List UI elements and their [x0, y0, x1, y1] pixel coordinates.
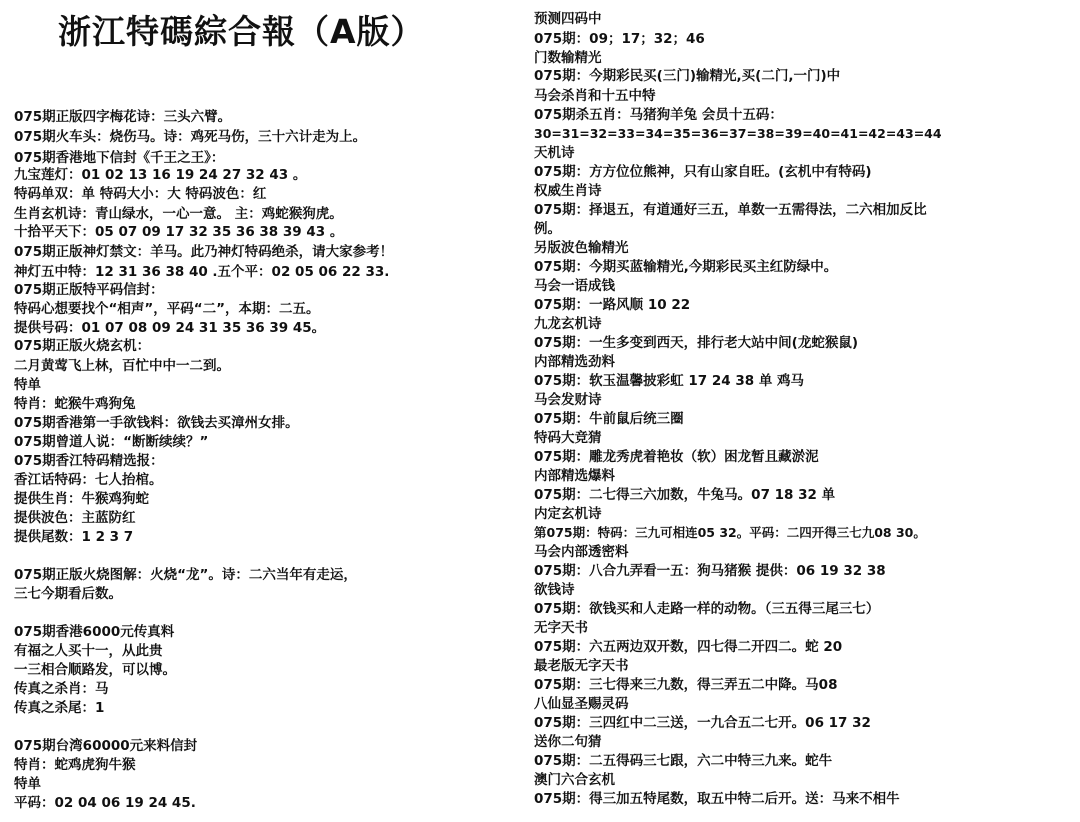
- text-line: 三七今期看后数。: [14, 586, 122, 602]
- text-line: 传真之杀肖：马: [14, 681, 109, 697]
- text-line: 075期香港6000元传真料: [14, 624, 175, 640]
- text-line: 香江话特码：七人抬棺。: [14, 472, 163, 488]
- text-line: 075期：软玉温馨披彩虹 17 24 38 单 鸡马: [534, 373, 805, 389]
- text-line: 权威生肖诗: [534, 183, 602, 199]
- text-line: 第075期：特码：三九可相连05 32。平码：二四开得三七九08 30。: [534, 525, 926, 540]
- text-line: 特码单双：单 特码大小：大 特码波色：红: [14, 186, 267, 202]
- text-line: 提供号码：01 07 08 09 24 31 35 36 39 45。: [14, 320, 326, 336]
- text-line: 另版波色输精光: [534, 240, 629, 256]
- text-line: 传真之杀尾：1: [14, 700, 105, 716]
- text-line: 075期：今期买蓝输精光,今期彩民买主红防绿中。: [534, 259, 838, 275]
- text-line: 马会发财诗: [534, 392, 602, 408]
- text-line: 075期：三七得来三九数，得三弄五二中降。马08: [534, 677, 838, 693]
- text-line: 075期：三四红中二三送，一九合五二七开。06 17 32: [534, 715, 871, 731]
- text-line: 无字天书: [534, 620, 588, 636]
- text-line: 075期香港地下信封《千王之王》：: [14, 150, 225, 166]
- text-line: 欲钱诗: [534, 582, 575, 598]
- text-line: 075期正版火烧图解：火烧“龙”。诗：二六当年有走运，: [14, 567, 357, 583]
- text-line: 075期曾道人说：“断断续续？”: [14, 434, 209, 450]
- text-line: 内部精选劲料: [534, 354, 615, 370]
- text-line: 预测四码中: [534, 11, 602, 27]
- text-line: 075期正版火烧玄机：: [14, 338, 151, 354]
- text-line: 特码心想要找个“相声”，平码“二”，本期：二五。: [14, 301, 320, 317]
- text-line: 最老版无字天书: [534, 658, 629, 674]
- text-line: 内部精选爆料: [534, 468, 615, 484]
- text-line: 例。: [534, 221, 561, 237]
- text-line: 075期：今期彩民买(三门)输精光,买(二门,一门)中: [534, 68, 841, 84]
- text-line: 075期：欲钱买和人走路一样的动物。（三五得三尾三七）: [534, 601, 880, 617]
- page-title: 浙江特碼綜合報（A版）: [58, 12, 425, 51]
- text-line: 九龙玄机诗: [534, 316, 602, 332]
- text-line: 075期：六五两边双开数，四七得二开四二。蛇 20: [534, 639, 843, 655]
- text-line: 30=31=32=33=34=35=36=37=38=39=40=41=42=43=44: [534, 126, 942, 141]
- text-line: 075期：二七得三六加数，牛兔马。07 18 32 单: [534, 487, 836, 503]
- text-line: 075期：一路风顺 10 22: [534, 297, 691, 313]
- text-line: 075期香港第一手欲钱料：欲钱去买漳州女排。: [14, 415, 299, 431]
- text-line: 提供尾数：1 2 3 7: [14, 529, 134, 545]
- text-line: 天机诗: [534, 145, 575, 161]
- text-line: 075期：牛前鼠后统三圈: [534, 411, 684, 427]
- text-line: 特码大竞猜: [534, 430, 602, 446]
- text-line: 075期：二五得码三七跟，六二中特三九来。蛇牛: [534, 753, 833, 769]
- text-line: 075期：择退五，有道通好三五，单数一五需得法，二六相加反比: [534, 202, 927, 218]
- text-line: 提供波色：主蓝防红: [14, 510, 136, 526]
- text-line: 有福之人买十一，从此贵: [14, 643, 163, 659]
- text-line: 075期：八合九弄看一五：狗马猪猴 提供：06 19 32 38: [534, 563, 886, 579]
- text-line: 075期：09；17；32；46: [534, 31, 705, 47]
- text-line: 八仙显圣赐灵码: [534, 696, 629, 712]
- text-line: 特单: [14, 776, 41, 792]
- text-line: 平码：02 04 06 19 24 45.: [14, 795, 196, 811]
- text-line: 075期正版四字梅花诗：三头六臂。: [14, 109, 232, 125]
- text-line: 内定玄机诗: [534, 506, 602, 522]
- text-line: 九宝莲灯：01 02 13 16 19 24 27 32 43 。: [14, 167, 307, 183]
- text-line: 075期杀五肖：马猪狗羊兔 会员十五码：: [534, 107, 783, 123]
- text-line: 075期香江特码精选报：: [14, 453, 164, 469]
- text-line: 075期：方方位位熊神，只有山家自旺。(玄机中有特码): [534, 164, 872, 180]
- text-line: 十拾平天下：05 07 09 17 32 35 36 38 39 43 。: [14, 224, 344, 240]
- text-line: 075期正版神灯禁文：羊马。此乃神灯特码绝杀，请大家参考！: [14, 244, 394, 260]
- text-line: 澳门六合玄机: [534, 772, 615, 788]
- text-line: 075期：得三加五特尾数，取五中特二后开。送：马来不相牛: [534, 791, 900, 807]
- text-line: 特肖：蛇鸡虎狗牛猴: [14, 757, 136, 773]
- text-line: 送你二句猜: [534, 734, 602, 750]
- text-line: 075期火车头：烧伤马。诗：鸡死马伤，三十六计走为上。: [14, 129, 367, 145]
- text-line: 生肖玄机诗：青山绿水，一心一意。 主：鸡蛇猴狗虎。: [14, 206, 343, 222]
- text-line: 门数输精光: [534, 50, 602, 66]
- text-line: 075期正版特平码信封：: [14, 282, 164, 298]
- text-line: 一三相合顺路发，可以博。: [14, 662, 176, 678]
- text-line: 马会杀肖和十五中特: [534, 88, 656, 104]
- text-line: 075期台湾60000元来料信封: [14, 738, 198, 754]
- text-line: 马会内部透密料: [534, 544, 629, 560]
- text-line: 二月黄莺飞上林，百忙中中一二到。: [14, 358, 230, 374]
- text-line: 神灯五中特：12 31 36 38 40 .五个平：02 05 06 22 33.: [14, 264, 390, 280]
- text-line: 马会一语成钱: [534, 278, 615, 294]
- text-line: 提供生肖：牛猴鸡狗蛇: [14, 491, 149, 507]
- text-line: 特肖：蛇猴牛鸡狗兔: [14, 396, 136, 412]
- text-line: 075期：一生多变到西天，排行老大站中间(龙蛇猴鼠): [534, 335, 859, 351]
- text-line: 特单: [14, 377, 41, 393]
- text-line: 075期：雕龙秀虎着艳妆（软）困龙暂且藏淤泥: [534, 449, 819, 465]
